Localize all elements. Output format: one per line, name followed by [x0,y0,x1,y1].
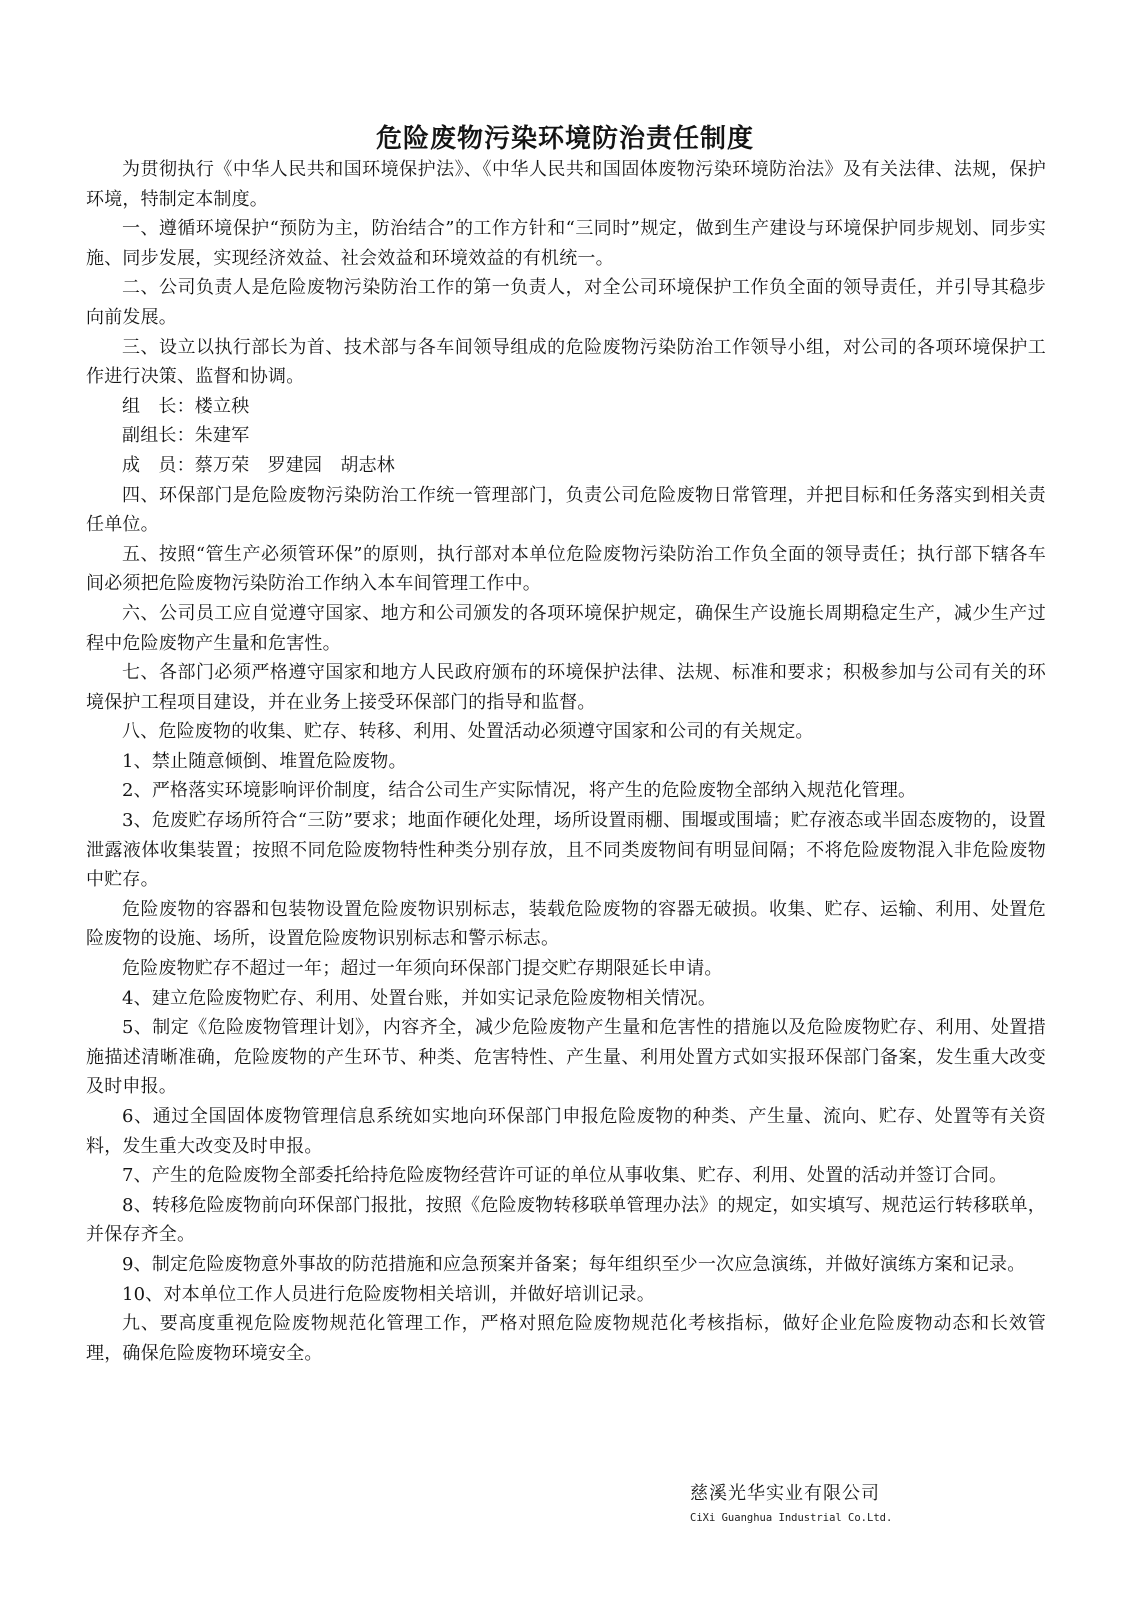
item-1: 1、禁止随意倾倒、堆置危险废物。 [122,750,407,772]
paragraph-3: 三、设立以执行部长为首、技术部与各车间领导组成的危险废物污染防治工作领导小组，对公司的各项环境保护工作进行决策、监督和协调。 [86,336,1046,388]
item-6: 6、通过全国固体废物管理信息系统如实地向环保部门申报危险废物的种类、产生量、流向、贮存、处置等有关资料，发生重大改变及时申报。 [86,1106,1046,1157]
paragraph-2: 二、公司负责人是危险废物污染防治工作的第一负责人，对全公司环境保护工作负全面的领导责任，并引导其稳步向前发展。 [86,277,1046,328]
item-7: 7、产生的危险废物全部委托给持危险废物经营许可证的单位从事收集、贮存、利用、处置的活动并签订合同。 [122,1165,1008,1187]
item-2: 2、严格落实环境影响评价制度，结合公司生产实际情况，将产生的危险废物全部纳入规范化管理。 [122,780,917,802]
team-deputy-leader: 副组长：朱建军 [122,425,250,447]
paragraph-1: 一、遵循环境保护“预防为主，防治结合”的工作方针和“三同时”规定，做到生产建设与环境保护同步规划、同步实施、同步发展，实现经济效益、社会效益和环境效益的有机统一。 [86,218,1046,269]
item-9: 9、制定危险废物意外事故的防范措施和应急预案并备案；每年组织至少一次应急演练，并做好演练方案和记录。 [122,1253,1026,1275]
paragraph-9: 九、要高度重视危险废物规范化管理工作，严格对照危险废物规范化考核指标，做好企业危险废物动态和长效管理，确保危险废物环境安全。 [86,1313,1046,1364]
paragraph-intro: 为贯彻执行《中华人民共和国环境保护法》、《中华人民共和国固体废物污染环境防治法》及有关法律、法规，保护环境，特制定本制度。 [86,159,1046,210]
signature-block [690,1480,1050,1528]
item-10: 10、对本单位工作人员进行危险废物相关培训，并做好培训记录。 [122,1283,655,1305]
paragraph-8: 八、危险废物的收集、贮存、转移、利用、处置活动必须遵守国家和公司的有关规定。 [122,721,814,743]
item-3-storage-limit: 危险废物贮存不超过一年；超过一年须向环保部门提交贮存期限延长申请。 [122,958,723,980]
item-5: 5、制定《危险废物管理计划》，内容齐全，减少危险废物产生量和危害性的措施以及危险废物贮存、利用、处置措施描述清晰准确，危险废物的产生环节、种类、危害特性、产生量、利用处置方式如实报环保部门备案，发生重大改变及时申报。 [86,1017,1046,1098]
document-body [86,155,1046,1368]
company-name-cn: 慈溪光华实业有限公司 [690,1483,880,1504]
document-title: 危险废物污染环境防治责任制度 [375,124,754,154]
team-members: 成 员：蔡万荣 罗建园 胡志林 [122,454,395,476]
paragraph-6: 六、公司员工应自觉遵守国家、地方和公司颁发的各项环境保护规定，确保生产设施长周期稳定生产，减少生产过程中危险废物产生量和危害性。 [86,602,1046,654]
company-name-en: CiXi Guanghua Industrial Co.Ltd. [690,1512,893,1524]
paragraph-4: 四、环保部门是危险废物污染防治工作统一管理部门，负责公司危险废物日常管理，并把目标和任务落实到相关责任单位。 [86,484,1046,536]
team-leader: 组 长：楼立秧 [122,395,250,417]
item-3: 3、危废贮存场所符合“三防”要求；地面作硬化处理，场所设置雨棚、围堰或围墙；贮存液态或半固态废物的，设置泄露液体收集装置；按照不同危险废物特性种类分别存放，且不同类废物间有明显间隔；不将危险废物混入非危险废物中贮存。 [86,810,1046,891]
item-3-labeling: 危险废物的容器和包装物设置危险废物识别标志，装载危险废物的容器无破损。收集、贮存、运输、利用、处置危险废物的设施、场所，设置危险废物识别标志和警示标志。 [86,898,1046,950]
paragraph-5: 五、按照“管生产必须管环保”的原则，执行部对本单位危险废物污染防治工作负全面的领导责任；执行部下辖各车间必须把危险废物污染防治工作纳入本车间管理工作中。 [86,543,1046,595]
item-4: 4、建立危险废物贮存、利用、处置台账，并如实记录危险废物相关情况。 [122,987,717,1009]
item-8: 8、转移危险废物前向环保部门报批，按照《危险废物转移联单管理办法》的规定，如实填写、规范运行转移联单，并保存齐全。 [86,1194,1046,1246]
paragraph-7: 七、各部门必须严格遵守国家和地方人民政府颁布的环境保护法律、法规、标准和要求；积极参加与公司有关的环境保护工程项目建设，并在业务上接受环保部门的指导和监督。 [86,662,1046,713]
